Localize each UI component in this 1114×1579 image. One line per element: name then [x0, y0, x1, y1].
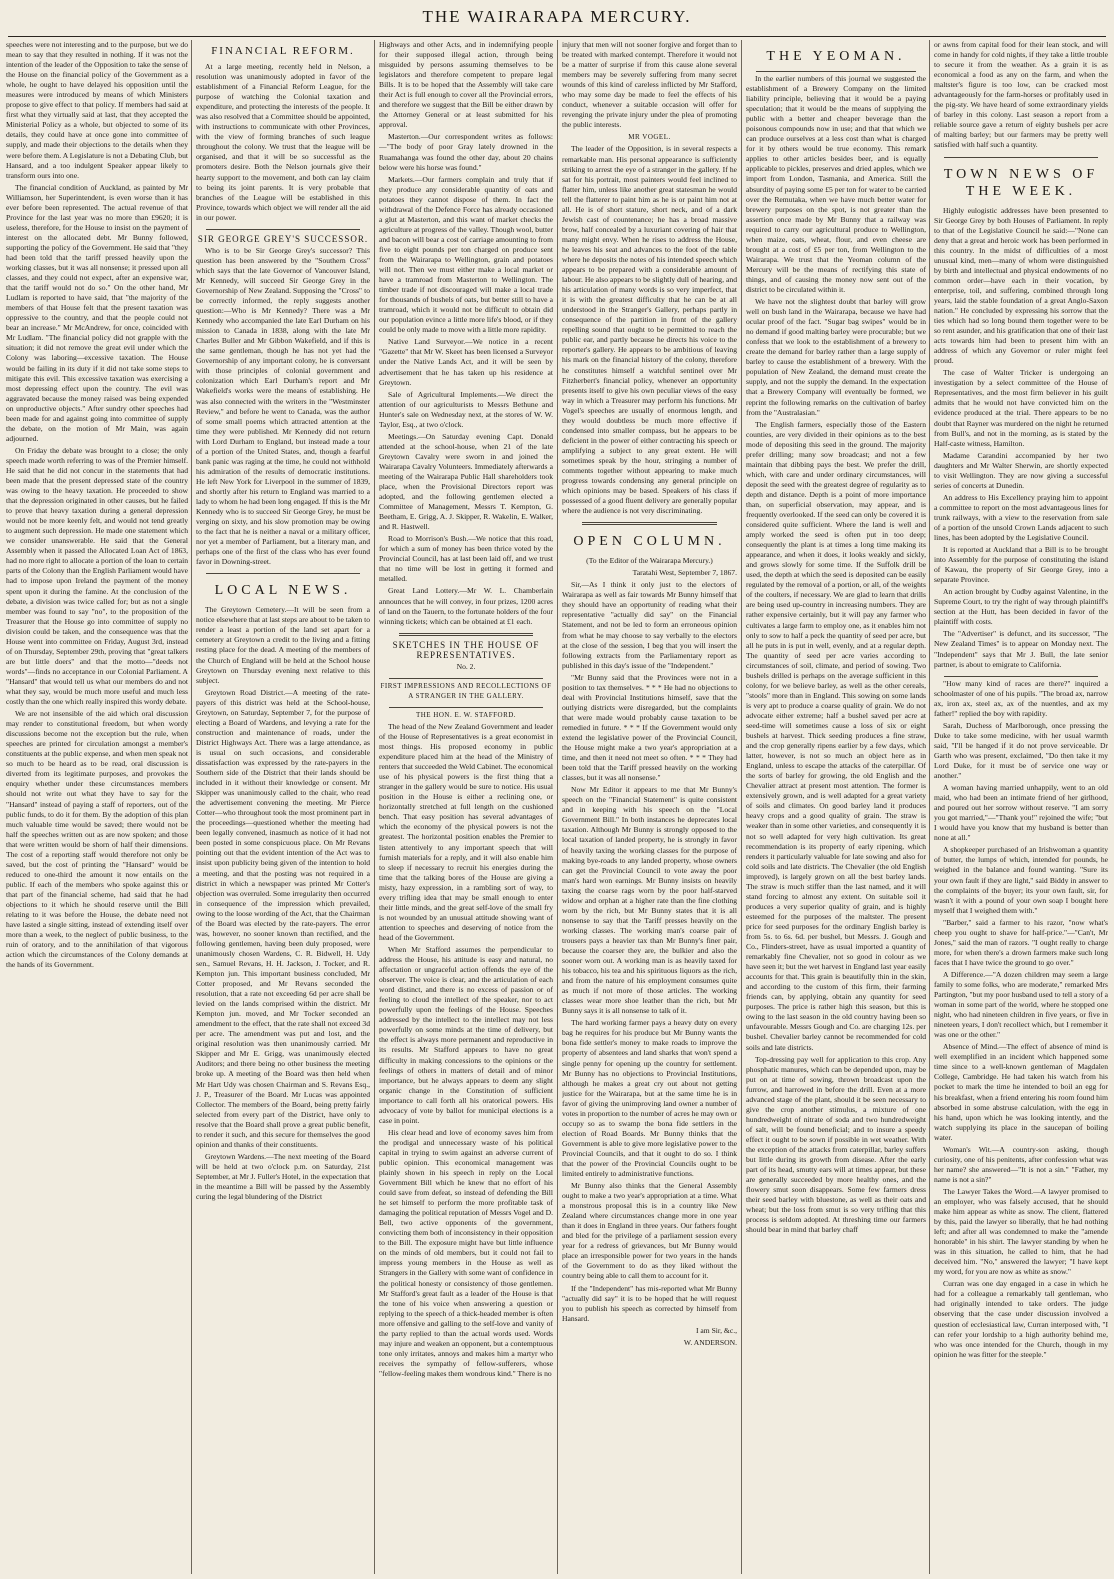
yeoman-heading: THE YEOMAN. — [766, 49, 906, 64]
local-news-item: Highways and other Acts, and in indemnifying people for their supposed illegal action, through being misguided by persons assuming themselves to be legislators and therefore competent to prepare legal Bills. It is to be hoped that the Assembly will take care their Act is full enough to cover all the Provincial errors, and therefore we suggest that the Bill be either drawn by the Attorney General or at least submitted for his approval. — [379, 40, 553, 130]
sketch-paragraph: His clear head and love of economy saves him from the prodigal and unnecessary waste of his political capital in trying to swim against an adverse current of public opinion. This economical management was plainly shown in his speech in reply on the Local Government Bill which he knew that no effort of his could save from defeat, so instead of defending the Bill he set himself to perform the more profitable task of damaging the political reputation of Messrs Vogel and D. Bell, two active opponents of the government, convicting them both of inconsistency in their opposition to the Bill. The exposure might have but little influence on the minds of old members, but it could not fail to impress young members in the House as well as Strangers in the Gallery with some want of confidence in the political honesty or consistency of those gentlemen. Mr Stafford's great fault as a leader of the House is that the tone of his voice when answering a question or replying to the speech of a thick-headed member is often more offensive and galling to the self-love and vanity of the party replied to than the actual words used. Words may injure and weaken an opponent, but a contemptuous tone only irritates, annoys and makes him a martyr who receives the sympathy of fellow-sufferers, whose "fellow-feeling makes them wondrous kind." There is no — [379, 1127, 553, 1378]
sketches-subtitle: FIRST IMPRESSIONS AND RECOLLECTIONS OF A STRANGER IN THE GALLERY. — [380, 681, 552, 700]
column-1 — [6, 40, 188, 1572]
section-rule — [206, 573, 360, 574]
town-news-item: The case of Walter Tricker is undergoing an investigation by a select committee of the House of Representatives, and the most firm believer in his guilt admits that he would not have convicted him on the evidence produced at the trial. There appears to be no doubt that Rayner was murdered on the night he returned from Bull's, and not in the morning, as is stated by the Half-caste witness, Hamilton. — [934, 368, 1108, 448]
open-column-heading: OPEN COLUMN. — [573, 534, 726, 550]
letter-signoff: I am Sir, &c., — [695, 1325, 737, 1335]
sketches-number: No. 2. — [456, 661, 476, 671]
column-6 — [934, 40, 1108, 1572]
town-news-heading: TOWN NEWS OF THE WEEK. — [943, 166, 1099, 199]
town-news-item: It is reported at Auckland that a Bill is to be brought into Assembly for the purpose of constituting the island of Kawau, the property of Sir George Grey, into a separate Province. — [934, 545, 1108, 585]
local-news-item: Great Land Lottery.—Mr W. L. Chamberlain announces that he will convey, in four prizes, 1200 acres of land on the Tauern, to the fortunate holders of the four winning tickets; which can be obtained at £1 each. — [379, 586, 553, 626]
column-divider — [374, 40, 375, 1574]
town-news-item: Highly eulogistic addresses have been presented to Sir George Grey by both Houses of Parliament. In reply to that of the Legislative Council he said:—"None can deny that a great and heroic work has been performed in this country. In the midst of difficulties of a most unusual kind, men—many of whom were distinguished by birth and intellectual and physical endowments of no common order—have each in their vocation, by enterprise, toil, and suffering, combined through long years, laid the stable foundation of a great Anglo-Saxon nation." He concluded by expressing his sorrow that the ties which had so long bound them together were to be so rent asunder, and his gratification that one of their last acts towards him had been to present him with an address of which any Governor or ruler might feel proud. — [934, 205, 1108, 366]
yeoman-paragraph: In the earlier numbers of this journal we suggested the establishment of a Brewery Company on the limited liability principle, believing that it would be a paying speculation; that it would be the means of supplying the public with a better and cheaper beverage than the poisonous compounds now in use; and that that which we can produce ourselves at a less cost than what is charged for it by others would be true economy. This remark applies to other articles besides beer, and is equally applicable to pickles, preserves and dried apples, which we import from London, Tasmania, and America. Still the absurdity of paying some £5 per ton for water to be carried over the Remutaka, when we have much better water for brewery purposes on the spot, is not greater than the assertion once made by Mr Bunny that a railway was required to carry our agricultural produce to Wellington, when maize, oats, wheat, flour, and even cheese are brought at a cost of £5 per ton, from Wellington to the Wairarapa. We trust that the Yeoman column of the Mercury will be the means of rectifying this state of things, and of causing the money now sent out of the district to be circulated within it. — [746, 74, 926, 294]
miscellany-item: Absence of Mind.—The effect of absence of mind is well exemplified in an incident which happened some time since to a well-known gentleman of Magdalen College, Cambridge. He had taken his watch from his pocket to mark the time he intended to boil an egg for his breakfast, when a friend entering his room found him absorbed in some abstruse calculation, with the egg in his hand, upon which he was looking intently, and the watch supplying its place in the saucepan of boiling water. — [934, 1042, 1108, 1142]
local-news-item: Masterton.—Our correspondent writes as follows:—"The body of poor Gray lately drowned in the Ruamahanga was found the other day, about 20 chains below were his horse was found." — [379, 132, 553, 172]
local-news-item: Meetings.—On Saturday evening Capt. Donald attended at the school-house, when 21 of the late Greytown Cavalry were sworn in and joined the Wairarapa Cavalry Volunteers. Immediately afterwards a meeting of the Wairarapa Public Hall shareholders took place, when the Provisional Directors report was adopted, and the following gentlemen elected a Committee of Management, Messrs T. Kempton, G. Beetham, E. Grigg, A. J. Skipper, R. Wakelin, E. Walker, and R. Hastwell. — [379, 431, 553, 532]
miscellany-item: A woman having married unhappily, went to an old maid, who had been an intimate friend of her girlhood, and poured out her sorrow without reserve. "I am sorry you got married,"—"Thank you!" rejoined the wife; "but I would have you know that my husband is better than none at all." — [934, 783, 1108, 843]
column-divider — [741, 40, 742, 1574]
town-news-item: The "Advertiser" is defunct, and its successor, "The New Zealand Times" is to appear on Monday next. The "Independent" says that Mr J. Bull, the late senior partner, is about to emigrate to California. — [934, 629, 1108, 669]
column-divider — [557, 40, 558, 1574]
local-news-item: The Greytown Cemetery.—It will be seen from a notice elsewhere that at last steps are about to be taken to render a least a portion of the land set apart for a cemetery at Greytown a credit to the living and a fitting resting place for the dead. A meeting of the members of the Church of England will be held at the School house Greytown on Thursday evening next relative to this subject. — [196, 605, 370, 685]
article-paragraph: The financial condition of Auckland, as painted by Mr Williamson, her Superintendent, is even worse than it has ever before been represented. The actual revenue of that Province for the last year was no more than £9620; it is useless, therefore, for the House to insist on the payment of interest on the allocated debt. Mr Bunny followed, supporting the policy of the Government. He said that "they had been told that the tariff pressed heavily upon the working classes, but it was all nonsense; it pressed upon all classes, and they could not expect, after an expensive war, that the tariff would not do so." On the other hand, Mr Ludlam is reported to have said, that "the majority of the members of that House felt that the present taxation was oppressive to the country, and that the people could not bear an increase." Mr McAndrew, for once, coincided with Mr Ludlam. "The financial policy did not grapple with the situation; it did not remove the great evil under which the Colony was laboring—excessive taxation. The House would be failing in its duty if it did not take some steps to mitigate this evil. This excessive taxation was exercising a most depressing effect upon the country. The evil was aggravated because the money raised was being expended on unproductive objects." After sundry other speeches had been made for and against going into committee of supply the debate, on the motion of Mr Main, was again adjourned. — [6, 182, 188, 443]
column-divider — [191, 40, 192, 1574]
section-rule — [389, 678, 543, 679]
successor-body: Who is to be Sir George Grey's successor? This question has been answered by the "Southern Cross" which says that the late Governor of Vancouver Island, Mr Kennedy, will succeed Sir George Grey in the Governorship of New Zealand. Supposing the "Cross" to be correctly informed, the reply suggests another question:—Who is Mr Kennedy? There was a Mr Kennedy who accompanied the late Earl Durham on his mission to Canada in 1838, along with the late Mr Charles Buller and Mr Gibbon Wakefield, and if this is the same gentleman, though he has not yet had the Governorship of any important colony, he is conversant with those principles of colonial government and colonization which Earl Durham's report and Mr Wakefield's works were the means of establishing. He was also connected with the writers in the "Westminster Review," and before he went to Canada, was the author of some small poems which attracted attention at the time they were published. Mr Kennedy did not return with Lord Durham to England, but instead made a tour of a portion of the United States, and, though a fearful bank panic was raging at the time, he could not withhold his admiration of the results of democratic institutions. He left New York for Liverpool in the summer of 1839, and shortly after his return to England was married to a lady to whom he had been long engaged. If this is the Mr Kennedy who is to succeed Sir George Grey, he must be verging on sixty, and his slow promotion may be owing to the fact that he is neither a naval or a military officer, nor yet a member of Parliament, but a literary man, and perhaps one of the first of the class who has ever found favor in Downing-street. — [196, 245, 370, 567]
section-rule — [206, 229, 360, 230]
sketch-paragraph: The head of the New Zealand Government and leader of the House of Representatives is a great economist in most things. His proposed economy in public expenditure placed him at the head of the Ministry of renters that succeeded the Weld Cabinet. The economical use of his physical powers is the first thing that a stranger in the gallery would be sure to notice. His usual position in the House is either a reclining one, or horizontally stretched at full length on the cushioned bench. That easy position has several advantages of which the economy of the physical powers is not the greatest. The horizontal position enables the Premier to listen attentively to any important speech that will furnish materials for a reply, and it will also enable him to sleep if necessary to recruit his energies during the time that the talking bores of the House are giving a misty, hazy expression, in a rambling sort of way, to every trifling idea that may be small enough to enter their little minds, and the great self-love of the small fry is not wounded by an unusual attitude showing want of attention to speeches and deserving of notice from the head of the Government. — [379, 721, 553, 942]
section-rule — [582, 522, 717, 525]
local-news-item: Road to Morrison's Bush.—We notice that this road, for which a sum of money has been thrice voted by the Provincial Council, has at last been laid off, and we trust that no time will be lost in getting it formed and metalled. — [379, 534, 553, 584]
yeoman-paragraph: Top-dressing pay well for application to this crop. Any phosphatic manures, which can be depended upon, may be put on at time of sowing, thrown broadcast upon the furrow, and harrowed in before the drill. Even at a more advanced stage of the plant, should it be seen necessary to give the crop another stimulus, a mixture of one hundredweight of nitrate of soda and two hundredweight of salt, will be found beneficial; and to insure a speedy effect it ought to be sown if possible in wet weather. With the exception of the attacks from caterpillar, barley suffers but little during its growth from disease. After the early part of its head, smutty ears will at times appear, but these are generally succeeded by more healthy ones, and the flowery smut soon disappears. Some few farmers dress their seed barley with bluestone, as well as their oats and wheat; but the loss from smut is so very trifling that this process is seldom adopted. At threshing time our farmers should bear in mind that barley chaff — [746, 1054, 926, 1235]
miscellany-item: Woman's Wit.—A country-son asking, though curiosity, one of his penitents, after confession what was her name? she answered—"It is not a sin." "Father, my name is not a sin?" — [934, 1144, 1108, 1184]
letter-paragraph: Mr Bunny also thinks that the General Assembly ought to make a two year's appropriation at a time. What a monstrous proposal this is in a country like New Zealand where circumstances change more in one year than it does in England in three years. Our fathers fought and bled for the privilege of a parliament session every year for a redress of grievances, but Mr Bunny would place an irresponsible power for two years in the hands of the Government to do as they liked without the country being able to call them to account for it. — [562, 1181, 737, 1281]
town-news-item: An action brought by Cudby against Valentine, in the Supreme Court, to try the right of way through plaintiff's section at the Hutt, has been decided in favor of the plaintiff with costs. — [934, 587, 1108, 627]
letter-signer: W. ANDERSON. — [683, 1337, 737, 1347]
letter-paragraph: If the "Independent" has mis-reported what Mr Bunny "actually did say" it is to be hoped that he will request you to publish his speech as corrected by himself from Hansard. — [562, 1283, 737, 1323]
local-news-item: Native Land Surveyor.—We notice in a recent "Gazette" that Mr W. Skeet has been licensed a Surveyor under the Native Lands Act, and it will be seen by advertisement that he has taken up his residence at Greytown. — [379, 337, 553, 387]
local-news-heading: LOCAL NEWS. — [214, 583, 352, 599]
miscellany-item: Sarah, Duchess of Marlborough, once pressing the Duke to take some medicine, with her usual warmth said, "I'll be hanged if it do not prove serviceable. Dr Garth who was present, exclaimed, "Do then take it my Lord Duke, for it must be of service one way or another." — [934, 720, 1108, 781]
column-5 — [746, 40, 926, 1572]
section-rule — [756, 71, 916, 72]
letter-paragraph: Sir,—As I think it only just to the electors of Wairarapa as well as fair towards Mr Bunny himself that they should have an opportunity of reading what their representative "actually did say" on the Financial Statement, and not be led to form an erroneous opinion from what he may choose to say verbally to the electors at the close of the session, I beg that you will insert the following extracts from the Parliamentary report as published in this day's issue of the "Independent." — [562, 580, 737, 670]
sketch-paragraph: When Mr Stafford assumes the perpendicular to address the House, his attitude is easy and natural, no affectation or ungraceful action offends the eye of the observer. The voice is clear, and the articulation of each word distinct, and there is no excess of passion or of feeling to cloud the intellect of the speaker, nor to act powerfully upon the feelings of the House. Speeches addressed by the intellect to the intellect may not less powerfully on some minds at the time of delivery, but the effect is always more permanent and reproductive in its results. Mr Stafford appears to have no great difficulty in making concessions to the opinions or the feelings of others in matters of detail and of minor importance, but he always appears to deem any slight organic change in the Constitution of sufficient importance to call forth all his oratorical powers. His advocacy of vote by ballot for municipal elections is a case in point. — [379, 944, 553, 1125]
local-news-item: Markets.—Our farmers complain and truly that if they produce any considerable quantity of oats and potatoes they cannot dispose of them. In fact the withdrawal of the Defence Force has already occasioned a glut at Masterton, and this want of market checks the agriculture at progress of the valley. Though wool, butter and bacon will bear a cost of carriage amounting to from five to eight pounds per ton charged on produce sent from the Wairarapa to Wellington, grain and potatoes will not. Then we must either make a local market or have a tramroad from Masterton to Wellington. The timber trade if not discouraged will make a local trade for thousands of bushels of oats, but better still to have a tramroad, which it would not be difficult to obtain did our population evince a little more life's blood, or if they could be only made to move with a little more rapidity. — [379, 174, 553, 335]
miscellany-item: A Difference.—"A dozen children may seem a large family to some folks, who are moderate," remarked Mrs Partington, "but my poor husband used to tell a story of a woman in some part of the world, where he stopped one night, who had nineteen children in five years, or five in nineteen years, I don't recollect which, but I remember it was one or the other." — [934, 969, 1108, 1040]
miscellany-item: "Barber," said a farmer to his razor, "now what's cheep you ought to shave for half-price."—"Can't, Mr Jones," said the man of razors. "I ought really to charge more, for when there's a drown farmers make such long faces that I have twice the ground to go over." — [934, 917, 1108, 967]
yeoman-paragraph: or awns from capital food for their lean stock, and will come in handy for cold nights, if they take a little trouble to secure it from the weather. As a grain it is as economical a food as any on the farm, and when the maltster's figure is too low, can be cracked most advantageously for the farm-horses or profitably used in the pig-sty. We have heard of some extraordinary yields of barley in this colony. Last season a report from a reliable source gave a return of eighty bushels per acre of malting barley; but our farmers may be pretty well satisfied with half such a quantity. — [934, 40, 1108, 150]
letter-paragraph: Now Mr Editor it appears to me that Mr Bunny's speech on the "Financial Statement" is quite consistent and in keeping with his speech on the "Local Government Bill." In both instances he deprecates local taxation. Although Mr Bunny is strongly opposed to the local taxation of landed property, he is strongly in favor of heavily taxing the working classes for the purpose of making bye-roads to any landed property, whose owners can get the Provincial Council to vote away the poor man's hard won earnings. Mr Bunny insists on heavily taxing the coarse rags worn by the poor half-starved widow and orphan at a higher rate than the fine clothing worn by the rich, but Mr Bunny states that it is all nonsense to say that the Tariff presses heavily on the working classes. The working man's coarse pair of trousers pays a heavier tax than Mr Bunny's finer pair, because the coarser they are, the bulkier and also the sooner worn out. A working man is as heavily taxed for his tobacco, his tea and his spirituous liquors as the rich, and from the nature of his employment consumes quite as much if not more of those articles. The working classes wear more shoe leather than the rich, but Mr Bunny says it is all nonsense to talk of it. — [562, 785, 737, 1016]
article-paragraph: We are not insensible of the aid which oral discussion may render to constitutional freedom, but when wordy discussions become not the exception but the rule, when speeches are printed for circulation amongst a member's constituents at the public expense, and when men speak not so much to be heard as to be read, oral discussion is diverted from its legitimate purposes, and provokes the enquiry whether under these circumstances members should not write out what they have to say for the "Hansard" instead of paying a staff of reporters, out of the public funds, to do it for them. By the adoption of this plan much valuable time would be saved; there would not be half the speeches written out as are now spoken; and those that were written would be shorn of half their dimensions. The cost of a reporting staff would therefore not only be saved, but the cost of printing the "Hansard" would be reduced to one-third the amount it now entails on the public. If each of the members who spoke against this or that part of the financial scheme, had said that he had objections to it which he should reserve until the Bill relating to it was before the House, the debate need not have lasted a single sitting, instead of extending itself over more than a week, to the neglect of public business, to the ruin of oratory, and to the annihilation of that vigorous action which the circumstances of the Colony demands at the hands of its Government. — [6, 709, 188, 970]
letter-paragraph: "Mr Bunny said that the Provinces were not in a position to tax themselves. * * * He had no objections to deal with Provincial Institutions himself, save that the outlying districts were disregarded, but the complaints that were made would probably cause taxation to be remedied in future. * * * If the Government would only extend the legislative power of the Provincial Council, the House might make a two year's appropriation at a time, and then it need not meet so often. * * * They had been told that the Tariff pressed heavily on the working classes, but it was all nonsense." — [562, 672, 737, 783]
sketches-person: THE HON. E. W. STAFFORD. — [415, 710, 517, 719]
town-news-item: Madame Carandini accompanied by her two daughters and Mr Walter Sherwin, are shortly expected to visit Wellington. They are now giving a successful series of concerts at Dunedin. — [934, 450, 1108, 490]
financial-reform-heading: FINANCIAL REFORM. — [211, 45, 355, 57]
section-rule — [399, 633, 533, 636]
local-news-item: Sale of Agricultural Implements.—We direct the attention of our agriculturists to Messrs Bethune and Hunter's sale on Wednesday next, at the stores of W. W. Taylor, Esq., at two o'clock. — [379, 389, 553, 429]
sketch-paragraph: injury that men will not sooner forgive and forget than to be treated with marked contempt. Therefore it would not be a matter of surprise if from this cause alone several members may be severely suffering from many secret wounds of this kind of careless inflicted by Mr Stafford, who may some day be made to feel the effects of his conduct, whenever a suitable occasion will offer for revenging the private injury under the plea of promoting the public interests. — [562, 40, 737, 130]
section-rule — [389, 707, 543, 708]
column-4 — [562, 40, 737, 1572]
section-rule — [944, 676, 1098, 677]
local-news-item: Greytown Road District.—A meeting of the rate-payers of this district was held at the School-house, Greytown, on Saturday, September 7, for the purpose of electing a Board of Wardens, and levying a rate for the construction and maintenance of roads, under the District Highways Act. There was a large attendance, as is usual on such occasions, and considerable dissatisfaction was expressed by the rate-payers in the Southern side of the District that their lands should be included in it without their knowledge or consent. Mr Skipper was unanimously called to the chair, who read the advertisement convening the meeting. Mr Pierce Cotter—who throughout took the most prominent part in the proceedings—questioned whether the meeting had been legally convened, inasmuch as notice of it had not been posted in some conspicuous place. On Mr Revans pointing out that the evident intention of the Act was to insist upon publicity being given of the intention to hold a meeting, and that the posting was not required in a district in which a newspaper was printed Mr Cotter's objection was overruled. Some irregularity then occurred in consequence of the impression which prevailed, owing to the loose wording of the Act, that the Chairman of the Board was elected by the rate-payers. The error was, however, no sooner known than rectified, and the following gentlemen, having been duly proposed, were unanimously chosen Wardens, C. R. Bidwell, H. Udy sen., Samuel Revans, H. H. Jackson, J. Tocker, and R. Kempton jun. This important business concluded, Mr Cotter proposed, and Mr Revans seconded the resolution, that a rate not exceeding 6d per acre shall be levied on the lands comprised within the district. Mr Kempton jun. moved, and Mr Tocker seconded an amendment to the effect, that the rate shall not exceed 3d per acre. The amendment was put and lost, and the original resolution was then unanimously carried. Mr Skipper and Mr E. Grigg, was unanimously elected Auditors; and there being no other business the meeting broke up. A meeting of the Board was then held when Mr Hart Udy was chosen Chairman and S. Revans Esq., J. P., Treasurer of the Board. Mr Lucas was appointed Collector. The members of the Board, being pretty fairly selected from every part of the District, have only to resolve that the Board shall prove a great public benefit, to render it such, and this secure for themselves the good opinion and thanks of their constituents. — [196, 687, 370, 1149]
miscellany-item: Curran was one day engaged in a case in which he had for a colleague a remarkably tall gentleman, who had originally intended to take orders. The judge observing that the case under discussion involved a question of ecclesiastical law, Curran interposed with, "I can refer your lordship to a high authority behind me, who was once intended for the Church, though in my opinion he was fitter for the steeple." — [934, 1279, 1108, 1359]
financial-reform-body: At a large meeting, recently held in Nelson, a resolution was unanimously adopted in favor of the establishment of a Financial Reform League, for the purpose of watching the Colonial taxation and expenditure, and protecting the interests of the people. It was also resolved that a Committee should be appointed, with instructions to communicate with other Provinces, with the view of forming branches of such league throughout the colony. We trust that the league will be organised, and that it will be so successful as the promoters desire. Both the Nelson journals give their hearty support to the movement, and both can lay claim to being its joint parents. It is very probable that branches of the League will be established in this Province, towards which object we will render all the aid in our power. — [196, 62, 370, 222]
column-3 — [379, 40, 553, 1572]
vogel-paragraph: The leader of the Opposition, is in several respects a remarkable man. His personal appearance is sufficiently striking to arrest the eye of a stranger in the gallery. If he sat for his portrait, most painters would feel inclined to flatter him, unless like another great statesman he would tell the flatterer to paint him as he is or paint him not at all. He is of short stature, short neck, and of a dark Jewish cast of countenance; he has a broad massive brow, half concealed by a luxuriant covering of hair that many might envy. When he rises to address the House, he leaves his seat and advances to the foot of the table where he deposits the notes of his intended speech which appears to be prepared with a considerable amount of labour. He also appears to be slightly dull of hearing, and his articulation of many words is so very imperfect, that it is with the greatest difficulty that he can be at all understood in the Stranger's Gallery, perhaps partly in consequence of the partition in front of the gallery repelling sound that ought to be permitted to reach the public ear, and partly because he directs his voice to the reporter's gallery. He appears to be ambitious of leaving his mark on the financial history of the colony, therefore he constitutes himself a watchful sentinel over Mr Fitzherbert's financial policy, whenever an opportunity presents itself to give his own peculiar views of the easy way in which a Treasurer may perform his functions. Mr Vogel's speeches are usually of enormous length, and they would doubtless be much more effective if condensed into smaller compass, but he appears to be deficient in the power of either contracting his speech or amplifying a subject to any great extent. He will sometimes speak by the hour, stringing a number of comments together without appearing to make much progress towards condensing any general principle on which opinions may be based. Speakers of his class if possessed of a good fluent delivery are generally popular where the audience is not very discriminating. — [562, 144, 737, 516]
yeoman-paragraph: The English farmers, especially those of the Eastern counties, are very divided in their opinions as to the best mode of depositing this seed in the ground. The majority prefer drilling; many sow broadcast; and not a few maintain that dibbing pays the best. We prefer the drill, which, with care and under ordinary circumstances, will deposit the seed with the greatest degree of regularity as to depth and distance. Depth is a point of more importance than, on superficial observation, may appear, and is frequently overlooked. If the seed can only be covered it is considered quite sufficient. Where the land is well and amply worked the seed is often put in too deep; consequently the plant is at times a long time making its appearance, and when it does, it looks weakly and sickly, and grows slowly for some time. If the Suffolk drill be used, the depth at which the seed is deposited can be easily regulated by the removal of a portion, or all, of the weights of the coulters, if necessary. We are glad to learn that drills are being used up-country in increasing numbers. They are rather expensive certainly, but it will pay any farmer who cultivates a large farm to employ one, as it enables him not only to sow to half a peck the quantity of seed per acre, but all he puts in is put in well, evenly, and at a regular depth. The quantity of seed per acre varies according to circumstances of soil, climate, and period of sowing. Two bushels drilled is perhaps on the average sufficient in this colony, for we believe barley, as well as the other cereals, "stools" more than in England. This sowing on some lands is very apt to produce a coarse quality of grain. We do not advocate either extreme; half a bushel saved per acre at seed-time will sometimes cause a loss of six or eight bushels at harvest. Thick seeding produces a fine straw, and the crop generally ripens earlier by a few days, which latter, however, is not so much an object here as in England, unless to escape the attacks of the caterpillar. Of the sorts of barley for growing, the old English and the Chevalier attract at present most attention. The former is extensively grown, and is well adapted for a great variety of soils and climates. On good barley land it produces heavy crops and a good quality of grain. The straw is weaker than in some other varieties, and consequently it is not so well adapted for very high cultivation. Its great recommendation is its property of early ripening, which renders it particularly valuable for late sowing and also for cold soils and late districts. The Chevalier (the old English improved), is largely grown on all the best barley lands. The straw is much stiffer than the last named, and it will stand forcing to almost any extent. On suitable soil it produces a very superior quality of grain, and is highly esteemed for the purposes of the maltster. The present price for seed purposes for the ordinary English barley is from 5s. to 6s. 6d. per bushel, but Messrs. J. Gough and Co., Flinders-street, have as usual imported a quantity of remarkably fine Chevalier, not so good in colour as we have seen it; but the wet harvest in England last year easily accounts for that. This grain is beautifully thin in the skin, and according to the custom of this firm, their farming friends can, by applying, obtain any quantity for seed purposes. The price is rather high this season, but this is owing to the last season in the old country having been so unfavourable. Messrs Gough and Co. are charging 12s. per bushel. Chevalier barley cannot be recommended for cold soils and late districts. — [746, 419, 926, 1052]
open-column-note: (To the Editor of the Wairarapa Mercury.) — [586, 556, 713, 566]
miscellany-item: "How many kind of races are there?" inquired a schoolmaster of one of his pupils. "The broad ax, narrow ax, iron ax, steel ax, ax of the nuentles, and ax my father!" replied the boy with rapidity. — [934, 678, 1108, 718]
miscellany-item: The Lawyer Takes the Word.—A lawyer promised to an employer, who was falsely accused, that he should make him appear as white as snow. The client, flattered by this, paid the lawyer so liberally, that he had nothing left; and after all was condemned to make the "amende honorable" in his shirt. The lawyer standing by when he was in this situation, he called to him, that he had deceived him. "No," answered the lawyer; "I have kept my word, for you are now as white as snow." — [934, 1186, 1108, 1277]
vogel-heading: MR VOGEL. — [628, 133, 671, 142]
masthead-rule — [8, 36, 1106, 37]
sketches-heading: SKETCHES IN THE HOUSE OF REPRESENTATIVES. — [392, 639, 540, 660]
miscellany-item: A shopkeeper purchased of an Irishwoman a quantity of butter, the lumps of which, intended for pounds, he weighed in the balance and found wanting. "Sure its your own fault if they are light," said Biddy in answer to the complaints of the buyer; its your own fault, sir, for wasn't it with a pound of your own soap I bought here myself that I weighed them with." — [934, 845, 1108, 915]
successor-heading: SIR GEORGE GREY'S SUCCESSOR. — [197, 233, 369, 244]
open-column-place: Taratahi West, September 7, 1867. — [632, 568, 737, 578]
town-news-item: An address to His Excellency praying him to appoint a committee to report on the most advantageous lines for trunk railways, with a view to the reservation from sale of a portion of the unsold Crown Lands adjacent to such lines, has been adopted by the Legislative Council. — [934, 492, 1108, 543]
article-paragraph: speeches were not interesting and to the purpose, but we do mean to say that they resulted in nothing. If it was not the intention of the leader of the Opposition to take the sense of the House on the financial policy of the Government as a whole, he ought to have delayed his opposition until the measures were introduced by means of which Ministers propose to give effect to that policy. If members had said at first what they virtually said at last, that they accepted the Ministerial Policy as a whole, but objected to some of its details, they could have at once gone into committee of supply, and made their objections to the details when they were before them. A Legislature is not a Debating Club, but Hansard, and a too indulgent Speaker appear likely to transform ours into one. — [6, 40, 188, 180]
column-2 — [196, 40, 370, 1572]
yeoman-paragraph: We have not the slightest doubt that barley will grow well on bush land in the Wairarapa, because we have had ocular proof of the fact. "Sugar bag swipes" would be in no demand if good malting barley were procurable; but we confess that we look to the establishment of a brewery to create the demand for barley rather than a large supply of barley to cause the establishment of a brewery. With the population of New Zealand, the demand must create the supply, and not the supply the demand. In the expectation that a Brewery Company will eventually be formed, we reprint the following remarks on the cultivation of barley from the "Australasian." — [746, 297, 926, 417]
letter-paragraph: The hard working farmer pays a heavy duty on every bag he requires for his produce but Mr Bunny wants the bona fide settler's money to make roads to improve the property of absentees and land sharks that won't spend a single penny for opening up the country for settlement. Mr Bunny has no objections to Provincial Institutions, although he makes a great cry out about not getting justice for the Wairarapa, but at the same time he is in favor of giving the unimproving land owner a number of votes in proportion to the number of acres he may own or occupy so as to swamp the bona fide settlers in the election of Road Boards. Mr Bunny thinks that the Government is able to give more legislative power to the Provincial Councils, and that it ought to do so. I think that the power of the Provincial Councils ought to be limited entirely to administrative functions. — [562, 1018, 737, 1179]
section-rule — [944, 157, 1098, 158]
local-news-item: Greytown Wardens.—The next meeting of the Board will be held at two o'clock p.m. on Saturday, 21st September, at Mr J. Fuller's Hotel, in the expectation that in the meantime a Bill will be passed by the Assembly curing the legal blundering of the District — [196, 1151, 370, 1202]
column-divider — [929, 40, 930, 1574]
masthead-title: THE WAIRARAPA MERCURY. — [422, 7, 692, 26]
article-paragraph: On Friday the debate was brought to a close; the only speech made worth referring to was of the Premier himself. He said that he did not concur in the statements that had been made that the present depressed state of the country was owing to the heavy taxation. He proceeded to show that the depression originated in other causes, but he failed to prove that heavy taxation during a general depression would not be more keenly felt, and would not tend greatly to augment such depression. He made one statement which we consider unanswerable. He said that the General Assembly when it passed the Allocated Loan Act of 1863, had no more right to allocate a portion of the loan to certain parts of the Colony than the English Parliament would have had to impose upon Ireland the payment of the money spent upon it during the famine. At the conclusion of the debate, a division was twice called for; but as not a single member was found to say "no", to the proposition of the Treasurer that the House go into committee of supply no division could be taken, and the consequence was that the House went into committee on Friday, August 3rd, instead of on Thursday, September 29th, proving that "great talkers are but little doers" and that the motto—"deeds not words"—finds no acceptance in our Colonial Parliament. A "Hansard" that would tell us what our members do and not what they say, would be much more useful and much less costly than the one which really inspired this wordy debate. — [6, 445, 188, 707]
